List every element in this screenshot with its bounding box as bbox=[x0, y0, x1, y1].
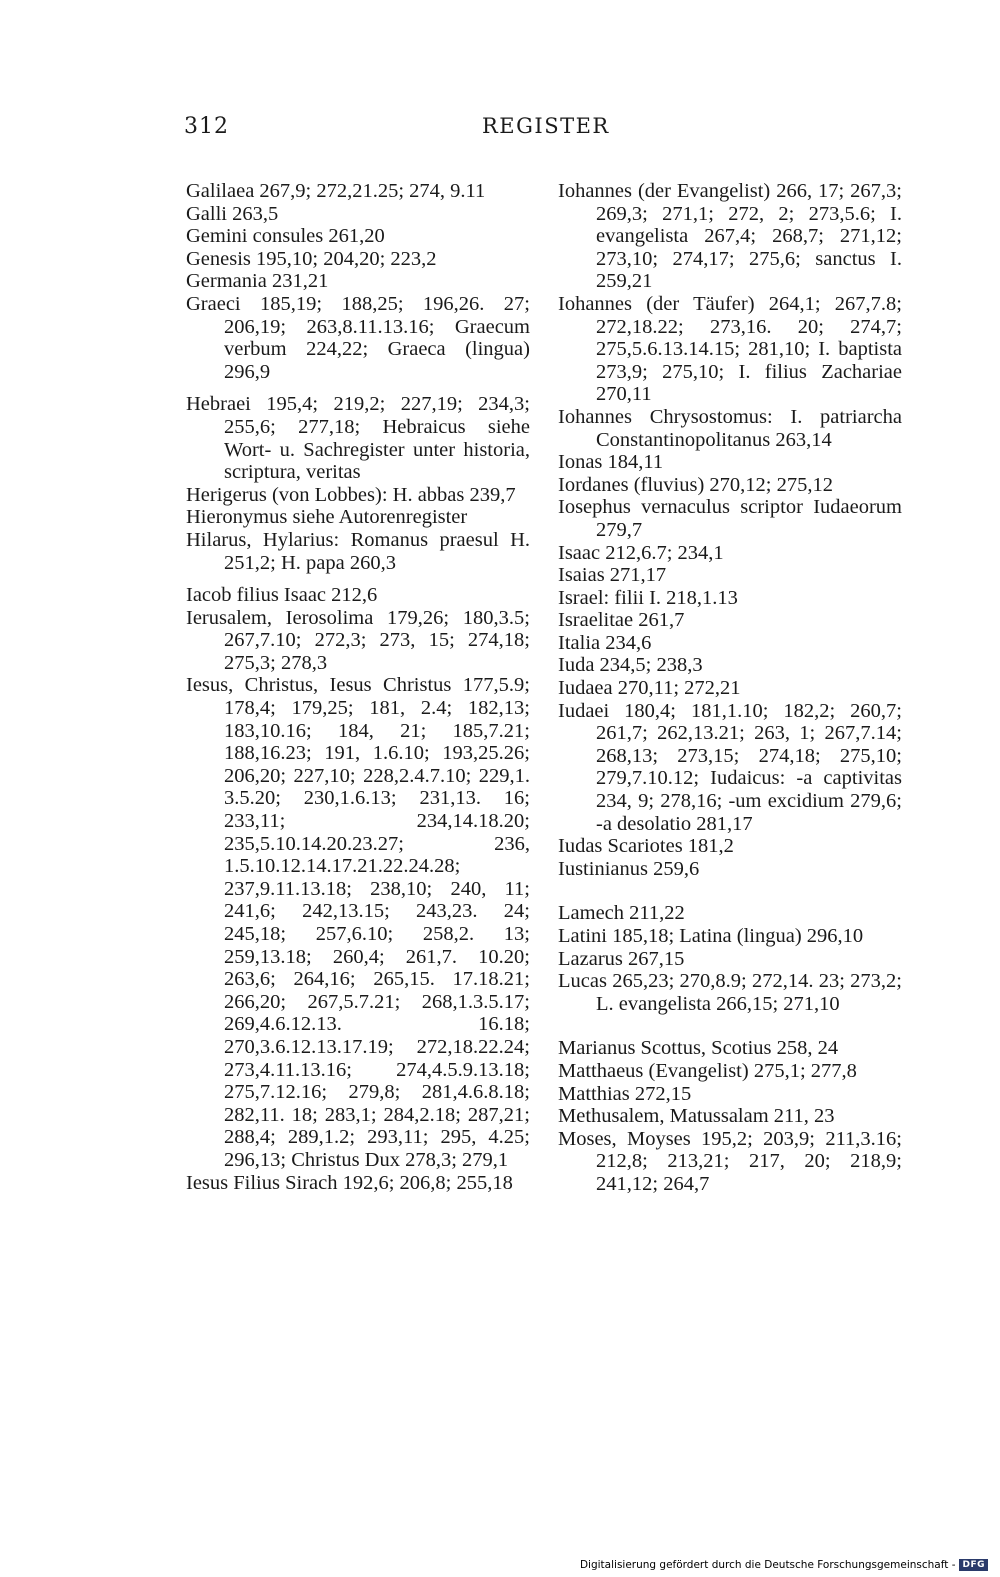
index-entry: Moses, Moyses 195,2; 203,9; 211,3.16; 212,8; 213,21; 217, 20; 218,9; 241,12; 264,7 bbox=[558, 1127, 902, 1195]
index-entry: Ierusalem, Ierosolima 179,26; 180,3.5; 267,7.10; 272,3; 273, 15; 274,18; 275,3; 278,3 bbox=[186, 606, 530, 674]
page-header bbox=[0, 114, 1000, 146]
index-entry: Isaac 212,6.7; 234,1 bbox=[558, 541, 724, 564]
index-entry: Matthaeus (Evangelist) 275,1; 277,8 bbox=[558, 1059, 857, 1082]
index-entry: Gemini consules 261,20 bbox=[186, 225, 385, 248]
index-entry: Iesus Filius Sirach 192,6; 206,8; 255,18 bbox=[186, 1171, 513, 1194]
funding-footer bbox=[580, 1559, 988, 1571]
footer-text: Digitalisierung gefördert durch die Deutsche Forschungsgemeinschaft - bbox=[579, 1559, 956, 1571]
index-entry: Hieronymus siehe Autorenregister bbox=[186, 506, 468, 529]
index-entry: Iustinianus 259,6 bbox=[558, 857, 700, 880]
entry-spacer bbox=[186, 383, 530, 393]
index-entry: Iohannes (der Evangelist) 266, 17; 267,3; 269,3; 271,1; 272, 2; 273,5.6; I. evangelista 267,4; 268,7; 271,12; 273,10; 274,17; 275,6; sanctus I. 259,21 bbox=[558, 180, 902, 293]
index-entry: Lucas 265,23; 270,8.9; 272,14. 23; 273,2; L. evangelista 266,15; 271,10 bbox=[558, 970, 902, 1015]
index-entry: Ionas 184,11 bbox=[558, 451, 664, 474]
index-entry: Iesus, Christus, Iesus Christus 177,5.9; 178,4; 179,25; 181, 2.4; 182,13; 183,10.16; 184, 21; 185,7.21; 188,16.23; 191, 1.6.10; 193,25.26; 206,20; 227,10; 228,2.4.7.10; 229,1. 3.5.20; 230,1.6.13; 231,13. 16; 233,11; 234,14.18.20; 235,5.10.14.20.23.27; 236, 1.5.10.12.14.17.21.22.24.28; 237,9.11.13.18; 238,10; 240, 11; 241,6; 242,13.15; 243,23. 24; 245,18; 257,6.10; 258,2. 13; 259,13.18; 260,4; 261,7. 10.20; 263,6; 264,16; 265,15. 17.18.21; 266,20; 267,5.7.21; 268,1.3.5.17; 269,4.6.12.13. 16.18; 270,3.6.12.13.17.19; 272,18.22.24; 273,4.11.13.16; 274,4.5.9.13.18; 275,7.12.16; 279,8; 281,4.6.8.18; 282,11. 18; 283,1; 284,2.18; 287,21; 288,4; 289,1.2; 293,11; 295, 4.25; 296,13; Christus Dux 278,3; 279,1 bbox=[186, 674, 530, 1171]
index-entry: Iohannes Chrysostomus: I. patriarcha Constantinopolitanus 263,14 bbox=[558, 405, 902, 451]
index-entry: Marianus Scottus, Scotius 258, 24 bbox=[558, 1037, 839, 1060]
dfg-logo: DFG bbox=[959, 1559, 988, 1571]
index-entry: Iudas Scariotes 181,2 bbox=[558, 835, 734, 858]
page-number: 312 bbox=[184, 114, 229, 139]
index-entry: Genesis 195,10; 204,20; 223,2 bbox=[186, 247, 437, 270]
index-entry: Latini 185,18; Latina (lingua) 296,10 bbox=[558, 925, 864, 947]
entry-spacer bbox=[558, 880, 902, 902]
index-entry: Israelitae 261,7 bbox=[558, 609, 685, 632]
index-entry: Iudaea 270,11; 272,21 bbox=[558, 677, 741, 700]
index-entry: Iordanes (fluvius) 270,12; 275,12 bbox=[558, 473, 833, 496]
index-entry: Lazarus 267,15 bbox=[558, 947, 685, 970]
index-column-left bbox=[186, 180, 530, 1194]
index-entry: Isaias 271,17 bbox=[558, 564, 667, 587]
entry-spacer bbox=[186, 574, 530, 584]
index-entry: Israel: filii I. 218,1.13 bbox=[558, 586, 738, 609]
index-entry: Iohannes (der Täufer) 264,1; 267,7.8; 272,18.22; 273,16. 20; 274,7; 275,5.6.13.14.15; 281,10; I. baptista 273,9; 275,10; I. filius Zachariae 270,11 bbox=[558, 292, 902, 406]
index-entry: Iacob filius Isaac 212,6 bbox=[186, 584, 378, 607]
index-entry: Lamech 211,22 bbox=[558, 902, 685, 925]
index-entry: Methusalem, Matussalam 211, 23 bbox=[558, 1105, 835, 1128]
entry-spacer bbox=[558, 1015, 902, 1037]
index-entry: Galilaea 267,9; 272,21.25; 274, 9.11 bbox=[186, 180, 486, 202]
index-entry: Iudaei 180,4; 181,1.10; 182,2; 260,7; 261,7; 262,13.21; 263, 1; 267,7.14; 268,13; 273,15; 274,18; 275,10; 279,7.10.12; Iudaicus: -a captivitas 234, 9; 278,16; -um excidium 279,6; -a desolatio 281,17 bbox=[558, 699, 902, 835]
page-title: REGISTER bbox=[482, 114, 610, 138]
index-entry: Italia 234,6 bbox=[558, 631, 652, 654]
index-entry: Hilarus, Hylarius: Romanus praesul H. 251,2; H. papa 260,3 bbox=[186, 528, 530, 574]
index-entry: Graeci 185,19; 188,25; 196,26. 27; 206,19; 263,8.11.13.16; Graecum verbum 224,22; Graeca (lingua) 296,9 bbox=[186, 292, 530, 383]
index-entry: Iosephus vernaculus scriptor Iudaeorum 279,7 bbox=[558, 496, 902, 541]
index-entry: Iuda 234,5; 238,3 bbox=[558, 654, 703, 677]
index-entry: Germania 231,21 bbox=[186, 270, 329, 293]
index-entry: Galli 263,5 bbox=[186, 202, 279, 225]
index-column-right bbox=[558, 180, 902, 1196]
index-entry: Herigerus (von Lobbes): H. abbas 239,7 bbox=[186, 483, 516, 506]
index-entry: Hebraei 195,4; 219,2; 227,19; 234,3; 255,6; 277,18; Hebraicus siehe Wort- u. Sachregister unter historia, scriptura, veritas bbox=[186, 393, 530, 484]
index-entry: Matthias 272,15 bbox=[558, 1082, 692, 1105]
